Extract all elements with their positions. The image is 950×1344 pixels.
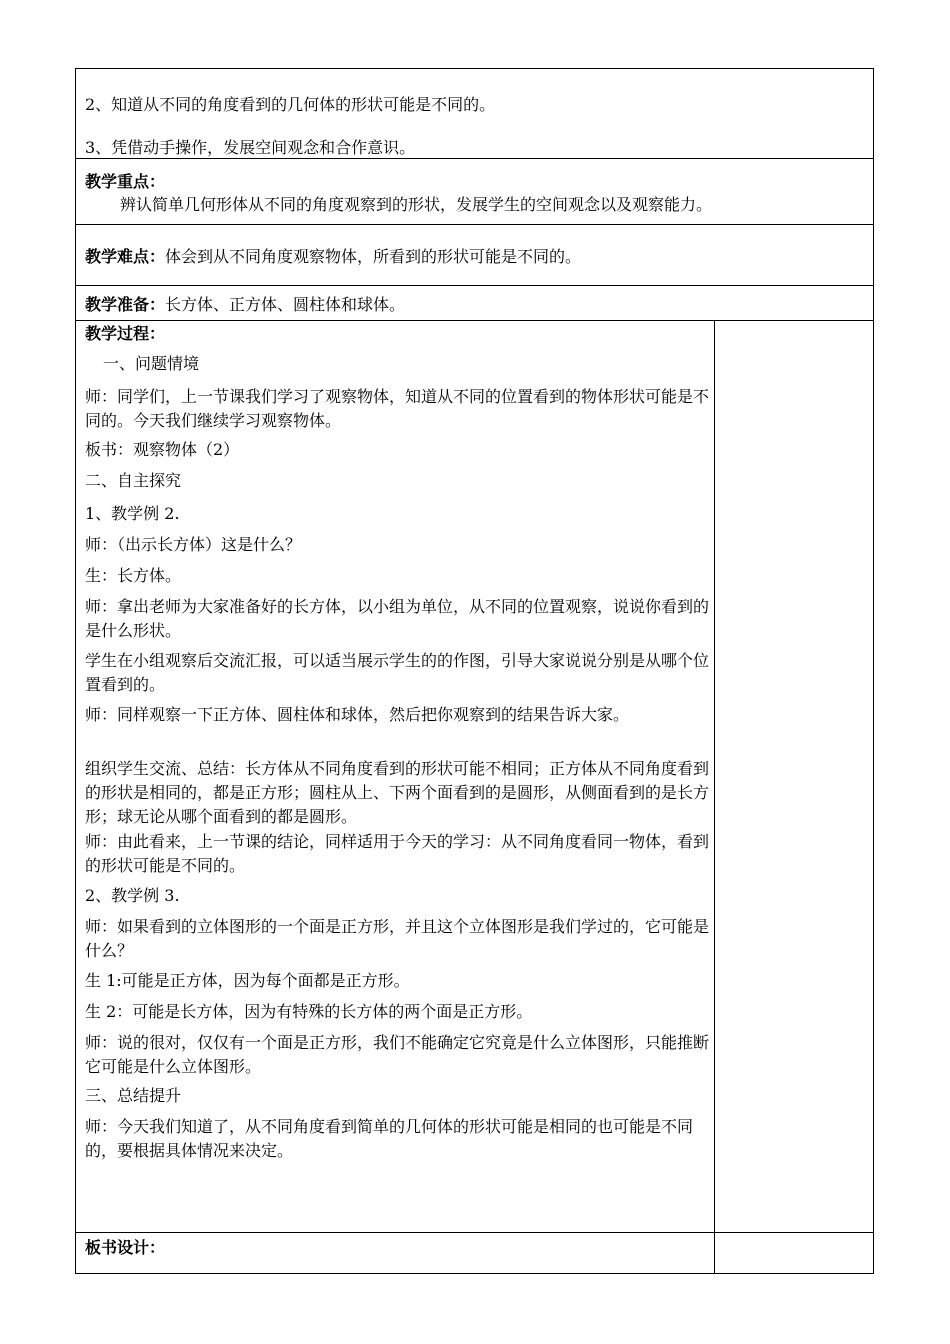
row-divider bbox=[75, 320, 874, 321]
process-paragraph: 学生在小组观察后交流汇报，可以适当展示学生的的作图，引导大家说说分别是从哪个位置看到的。 bbox=[85, 651, 710, 694]
row-divider bbox=[75, 1232, 874, 1233]
preparation-content: 长方体、正方体、圆柱体和球体。 bbox=[165, 295, 406, 314]
row-divider bbox=[75, 285, 874, 286]
process-paragraph: 生 2：可能是长方体，因为有特殊的长方体的两个面是正方形。 bbox=[85, 1002, 533, 1021]
process-paragraph: 师：同学们，上一节课我们学习了观察物体，知道从不同的位置看到的物体形状可能是不同的。今天我们继续学习观察物体。 bbox=[85, 387, 710, 430]
process-paragraph: 师：同样观察一下正方体、圆柱体和球体，然后把你观察到的结果告诉大家。 bbox=[85, 705, 630, 724]
process-paragraph: 师：今天我们知道了，从不同角度看到简单的几何体的形状可能是相同的也可能是不同的，要根据具体情况来决定。 bbox=[85, 1117, 694, 1160]
process-section-heading: 一、问题情境 bbox=[103, 354, 200, 373]
objective-item-2: 2、知道从不同的角度看到的几何体的形状可能是不同的。 bbox=[85, 95, 496, 114]
process-paragraph: 板书：观察物体（2） bbox=[85, 440, 240, 459]
key-points-label: 教学重点： bbox=[85, 172, 166, 191]
preparation-label: 教学准备： bbox=[85, 295, 166, 314]
process-paragraph: 师：如果看到的立体图形的一个面是正方形，并且这个立体图形是我们学过的，它可能是什么？ bbox=[85, 917, 710, 960]
process-paragraph: 2、教学例 3. bbox=[85, 886, 180, 905]
process-paragraph: 师：（出示长方体）这是什么？ bbox=[85, 535, 302, 554]
process-paragraph: 师：说的很对，仅仅有一个面是正方形，我们不能确定它究竟是什么立体图形，只能推断它可能是什么立体图形。 bbox=[85, 1033, 710, 1076]
process-paragraph: 生 1:可能是正方体，因为每个面都是正方形。 bbox=[85, 971, 410, 990]
difficulties-content: 体会到从不同角度观察物体，所看到的形状可能是不同的。 bbox=[165, 247, 582, 266]
key-points-content: 辨认简单几何形体从不同的角度观察到的形状，发展学生的空间观念以及观察能力。 bbox=[120, 195, 713, 214]
difficulties-label: 教学难点： bbox=[85, 247, 166, 266]
process-label: 教学过程： bbox=[85, 324, 166, 343]
process-paragraph: 师：由此看来，上一节课的结论，同样适用于今天的学习：从不同角度看同一物体，看到的形状可能是不同的。 bbox=[85, 832, 710, 875]
row-divider bbox=[75, 224, 874, 225]
column-divider bbox=[714, 320, 715, 1274]
board-design-label: 板书设计： bbox=[85, 1238, 166, 1257]
process-paragraph: 组织学生交流、总结：长方体从不同角度看到的形状可能不相同；正方体从不同角度看到的形状是相同的，都是正方形；圆柱从上、下两个面看到的是圆形，从侧面看到的是长方形；球无论从哪个面看到的都是圆形。 bbox=[85, 759, 710, 826]
process-section-heading: 三、总结提升 bbox=[85, 1086, 182, 1105]
preparation-row bbox=[85, 293, 405, 317]
process-paragraph: 生：长方体。 bbox=[85, 566, 182, 585]
process-paragraph: 师：拿出老师为大家准备好的长方体，以小组为单位，从不同的位置观察，说说你看到的是什么形状。 bbox=[85, 597, 710, 640]
process-section-heading: 二、自主探究 bbox=[85, 471, 182, 490]
process-paragraph: 1、教学例 2. bbox=[85, 504, 180, 523]
objective-item-3: 3、凭借动手操作，发展空间观念和合作意识。 bbox=[85, 138, 416, 157]
difficulties-row bbox=[85, 245, 581, 269]
